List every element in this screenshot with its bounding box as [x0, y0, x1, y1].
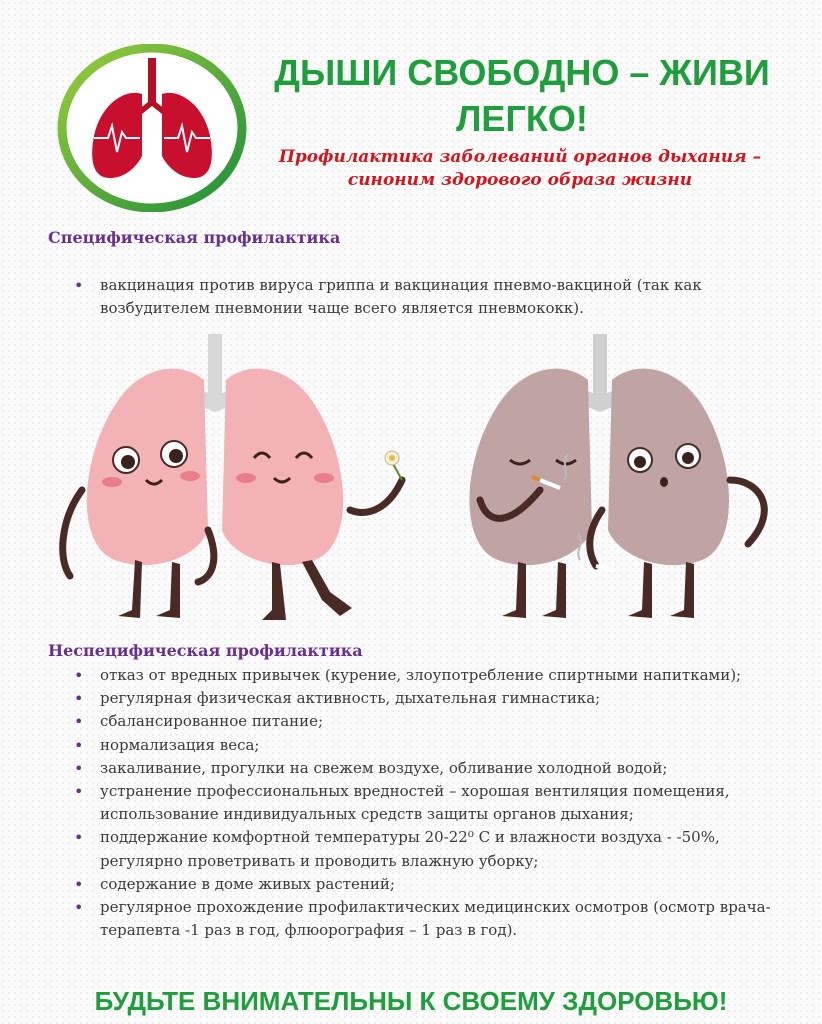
specific-list — [72, 274, 732, 320]
nonspecific-list — [72, 664, 772, 942]
lungs-logo-icon — [54, 44, 250, 212]
list-item: • закаливание, прогулки на свежем воздухе, обливание холодной водой; — [72, 757, 772, 780]
list-item: • содержание в доме живых растений; — [72, 873, 772, 896]
lungs-illustration — [40, 330, 790, 630]
footer-slogan: БУДЬТЕ ВНИМАТЕЛЬНЫ К СВОЕМУ ЗДОРОВЬЮ! — [94, 986, 728, 1016]
list-item: • вакцинация против вируса гриппа и вакцинация пневмо-вакциной (так как возбудителем пневмонии чаще всего является пневмококк). — [72, 274, 732, 320]
nonspecific-heading: Неспецифическая профилактика — [48, 641, 363, 660]
list-item: • поддержание комфортной температуры 20-22⁰ С и влажности воздуха - -50%, регулярно проветривать и проводить влажную уборку; — [72, 826, 772, 872]
list-item: • регулярная физическая активность, дыхательная гимнастика; — [72, 687, 772, 710]
list-item: • нормализация веса; — [72, 734, 772, 757]
list-item: • регулярное прохождение профилактических медицинских осмотров (осмотр врача-терапевта -1 раз в год, флюорография – 1 раз в год). — [72, 896, 772, 942]
page-subtitle: Профилактика заболеваний органов дыхания – синоним здорового образа жизни — [278, 147, 762, 190]
smoking-lungs-illustration — [469, 334, 764, 618]
list-item: • сбалансированное питание; — [72, 710, 772, 733]
healthy-lungs-illustration — [63, 334, 402, 620]
list-item: • отказ от вредных привычек (курение, злоупотребление спиртными напитками); — [72, 664, 772, 687]
page-title: ДЫШИ СВОБОДНО – ЖИВИ ЛЕГКО! — [274, 52, 770, 139]
specific-heading: Специфическая профилактика — [48, 228, 341, 247]
list-item: • устранение профессиональных вредностей – хорошая вентиляция помещения, использование индивидуальных средств защиты органов дыхания; — [72, 780, 772, 826]
